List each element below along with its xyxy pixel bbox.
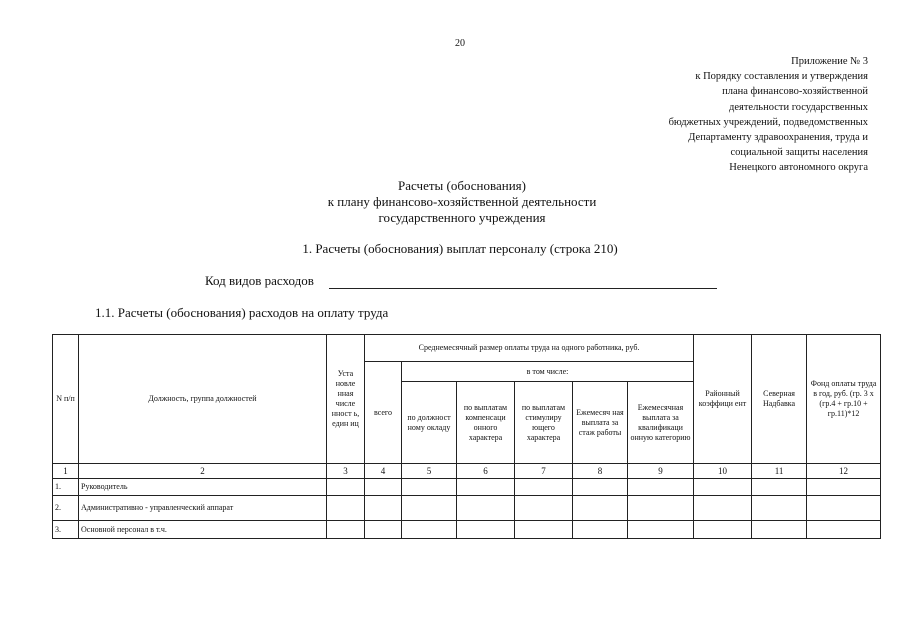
column-number: 1	[53, 464, 79, 479]
appendix-line: Департаменту здравоохранения, труда и	[688, 132, 868, 144]
header-compensation: по выплатам компенсаци онного характера	[457, 382, 515, 464]
table-cell	[402, 521, 457, 539]
column-number: 12	[807, 464, 881, 479]
appendix-line: плана финансово-хозяйственной	[722, 86, 868, 98]
table-cell	[573, 496, 628, 521]
table-cell	[573, 479, 628, 496]
table-row	[53, 479, 881, 496]
row-position-name: Административно - управленческий аппарат	[79, 496, 327, 521]
header-staff-count: Уста новле нная числе нност ь, един иц	[327, 335, 365, 464]
table-cell	[694, 496, 752, 521]
column-number: 2	[79, 464, 327, 479]
row-position-name: Основной персонал в т.ч.	[79, 521, 327, 539]
column-number: 11	[752, 464, 807, 479]
table-cell	[457, 479, 515, 496]
section-heading: 1. Расчеты (обоснования) выплат персоналу (строка 210)	[302, 241, 618, 256]
table-cell	[365, 521, 402, 539]
appendix-header	[600, 54, 868, 176]
appendix-line: деятельности государственных	[728, 101, 868, 113]
document-title	[262, 178, 662, 226]
table-cell	[628, 496, 694, 521]
table-cell	[327, 479, 365, 496]
header-seniority: Ежемесяч ная выплата за стаж работы	[573, 382, 628, 464]
column-number: 7	[515, 464, 573, 479]
column-number: 8	[573, 464, 628, 479]
title-line: государственного учреждения	[378, 210, 546, 225]
row-number: 3.	[53, 521, 79, 539]
header-northern-allowance: Северная Надбавка	[752, 335, 807, 464]
expense-code-label: Код видов расходов	[205, 273, 314, 288]
table-cell	[573, 521, 628, 539]
header-by-position-salary: по должност ному окладу	[402, 382, 457, 464]
header-total: всего	[365, 362, 402, 464]
column-number: 6	[457, 464, 515, 479]
header-num: N п/п	[53, 335, 79, 464]
table-cell	[807, 479, 881, 496]
column-number: 3	[327, 464, 365, 479]
table-cell	[807, 496, 881, 521]
header-qualification: Ежемесячная выплата за квалификаци онную категорию	[628, 382, 694, 464]
appendix-line: Ненецкого автономного округа	[729, 162, 868, 174]
title-line: Расчеты (обоснования)	[398, 178, 526, 193]
table-cell	[807, 521, 881, 539]
header-annual-fund: Фонд оплаты труда в год, руб. (гр. 3 х (гр.4 + гр.10 + гр.11)*12	[807, 335, 881, 464]
table-row	[53, 521, 881, 539]
appendix-line: Приложение № 3	[791, 56, 868, 67]
expense-code-field-line	[329, 288, 717, 289]
column-number: 5	[402, 464, 457, 479]
table-cell	[327, 496, 365, 521]
table-cell	[694, 479, 752, 496]
table-cell	[694, 521, 752, 539]
table-cell	[365, 496, 402, 521]
table-cell	[327, 521, 365, 539]
header-including: в том числе:	[402, 362, 694, 382]
table-cell	[515, 496, 573, 521]
column-number: 4	[365, 464, 402, 479]
table-cell	[752, 521, 807, 539]
page-number: 20	[455, 38, 465, 49]
table-cell	[628, 479, 694, 496]
appendix-line: социальной защиты населения	[730, 147, 868, 159]
column-number: 9	[628, 464, 694, 479]
table-cell	[628, 521, 694, 539]
row-number: 1.	[53, 479, 79, 496]
payroll-table	[52, 334, 881, 539]
header-average-salary: Среднемесячный размер оплаты труда на одного работника, руб.	[365, 335, 694, 362]
table-cell	[515, 479, 573, 496]
table-cell	[752, 479, 807, 496]
table-cell	[515, 521, 573, 539]
title-line: к плану финансово-хозяйственной деятельности	[327, 194, 597, 209]
header-district-coefficient: Районный коэффици ент	[694, 335, 752, 464]
table-cell	[457, 521, 515, 539]
table-cell	[365, 479, 402, 496]
table-cell	[752, 496, 807, 521]
subsection-heading: 1.1. Расчеты (обоснования) расходов на оплату труда	[95, 305, 389, 320]
appendix-line: бюджетных учреждений, подведомственных	[668, 116, 868, 128]
header-stimulating: по выплатам стимулиру ющего характера	[515, 382, 573, 464]
table-cell	[457, 496, 515, 521]
table-cell	[402, 479, 457, 496]
table-row	[53, 496, 881, 521]
header-position: Должность, группа должностей	[79, 335, 327, 464]
column-number: 10	[694, 464, 752, 479]
row-number: 2.	[53, 496, 79, 521]
table-cell	[402, 496, 457, 521]
row-position-name: Руководитель	[79, 479, 327, 496]
appendix-line: к Порядку составления и утверждения	[695, 71, 868, 83]
